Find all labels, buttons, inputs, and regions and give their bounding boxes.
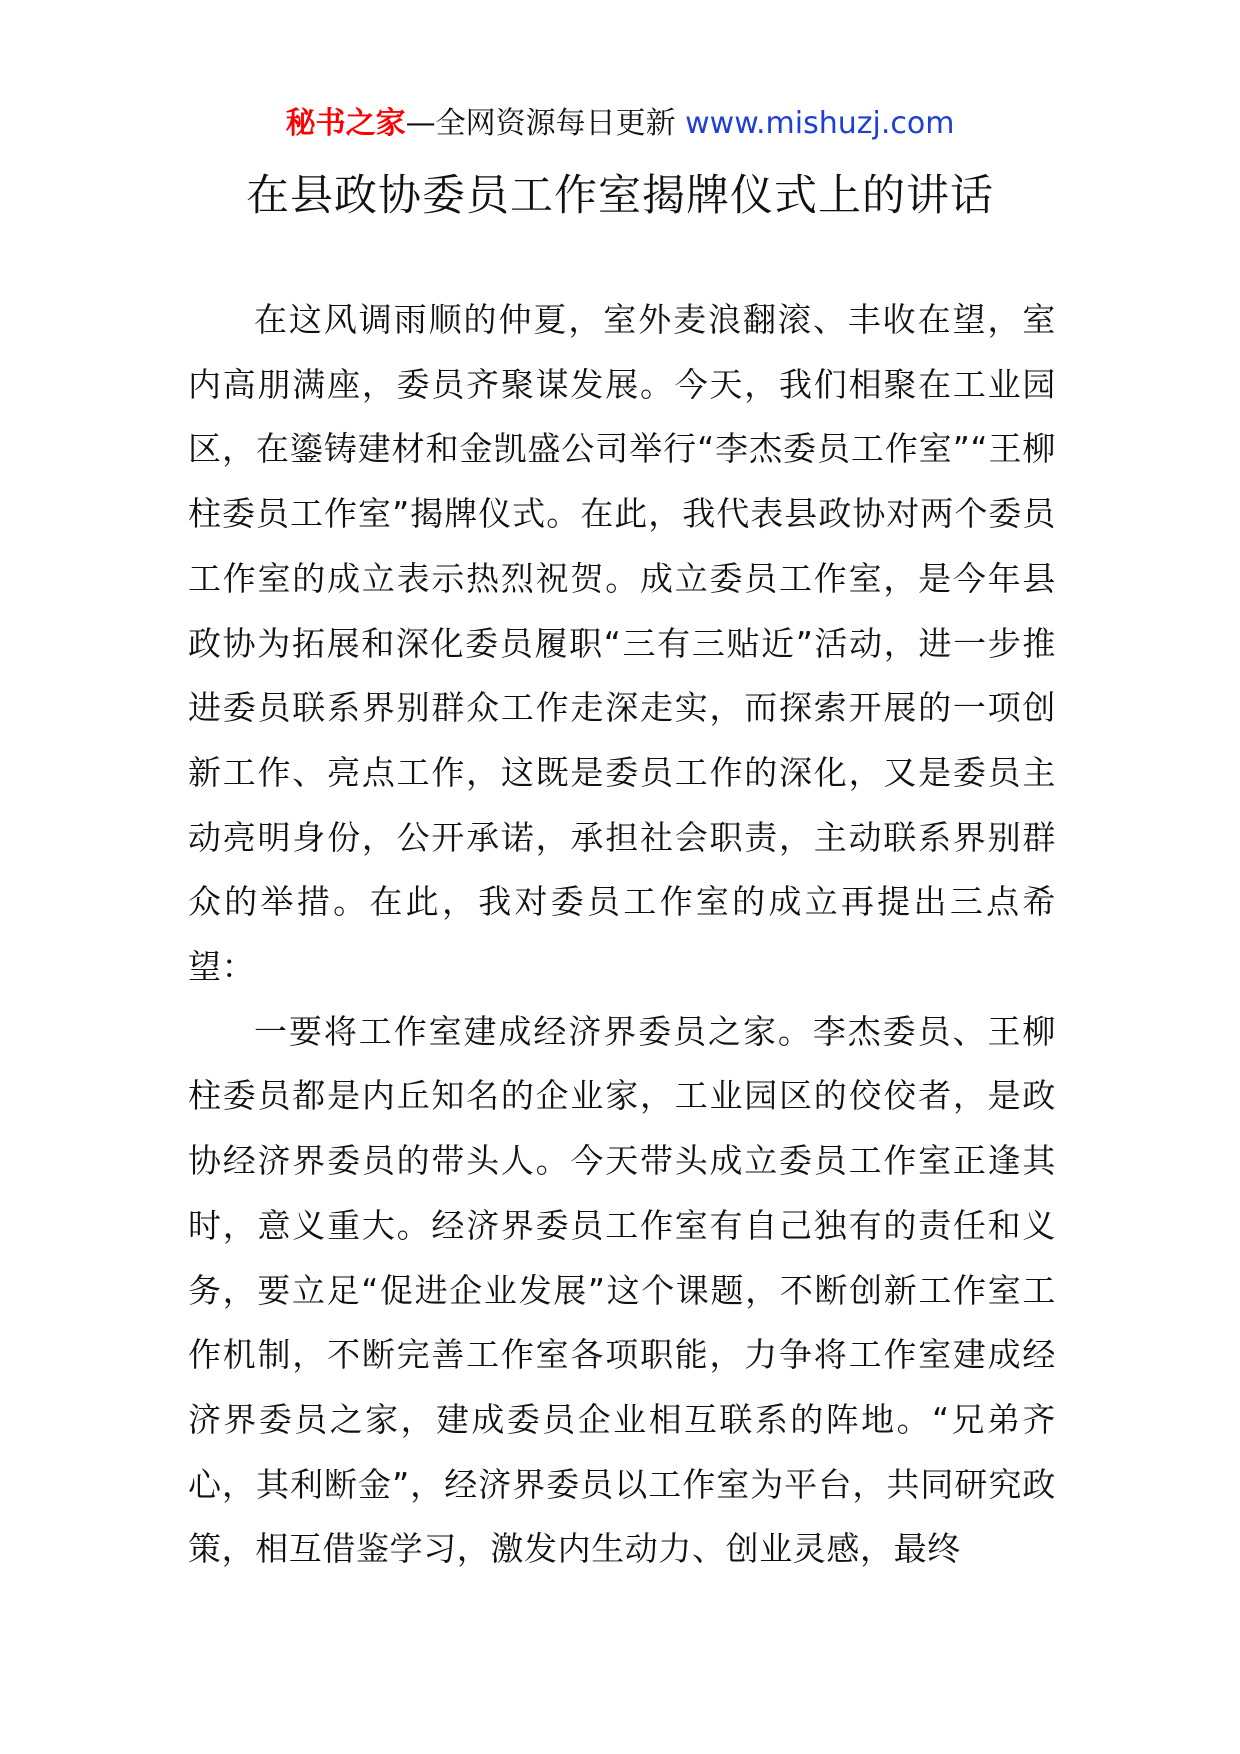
- header-tagline: —全网资源每日更新: [405, 106, 676, 141]
- paragraph-hope-one: 一要将工作室建成经济界委员之家。李杰委员、王柳柱委员都是内丘知名的企业家，工业园区的佼佼者，是政协经济界委员的带头人。今天带头成立委员工作室正逢其时，意义重大。经济界委员工作室有自己独有的责任和义务，要立足“促进企业发展”这个课题，不断创新工作室工作机制，不断完善工作室各项职能，力争将工作室建成经济界委员之家，建成委员企业相互联系的阵地。“兄弟齐心，其利断金”，经济界委员以工作室为平台，共同研究政策，相互借鉴学习，激发内生动力、创业灵感，最终: [188, 1011, 1056, 1569]
- brand-name: 秘书之家: [285, 106, 406, 141]
- document-title: 在县政协委员工作室揭牌仪式上的讲话: [246, 171, 994, 221]
- document-body: [188, 288, 1056, 1582]
- site-url-link[interactable]: www.mishuzj.com: [685, 106, 955, 141]
- paragraph-intro: 在这风调雨顺的仲夏，室外麦浪翻滚、丰收在望，室内高朋满座，委员齐聚谋发展。今天，我们相聚在工业园区，在鎏铸建材和金凯盛公司举行“李杰委员工作室”“王柳柱委员工作室”揭牌仪式。在此，我代表县政协对两个委员工作室的成立表示热烈祝贺。成立委员工作室，是今年县政协为拓展和深化委员履职“三有三贴近”活动，进一步推进委员联系界别群众工作走深走实，而探索开展的一项创新工作、亮点工作，这既是委员工作的深化，又是委员主动亮明身份，公开承诺，承担社会职责，主动联系界别群众的举措。在此，我对委员工作室的成立再提出三点希望：: [188, 300, 1056, 987]
- site-header: [0, 98, 1240, 150]
